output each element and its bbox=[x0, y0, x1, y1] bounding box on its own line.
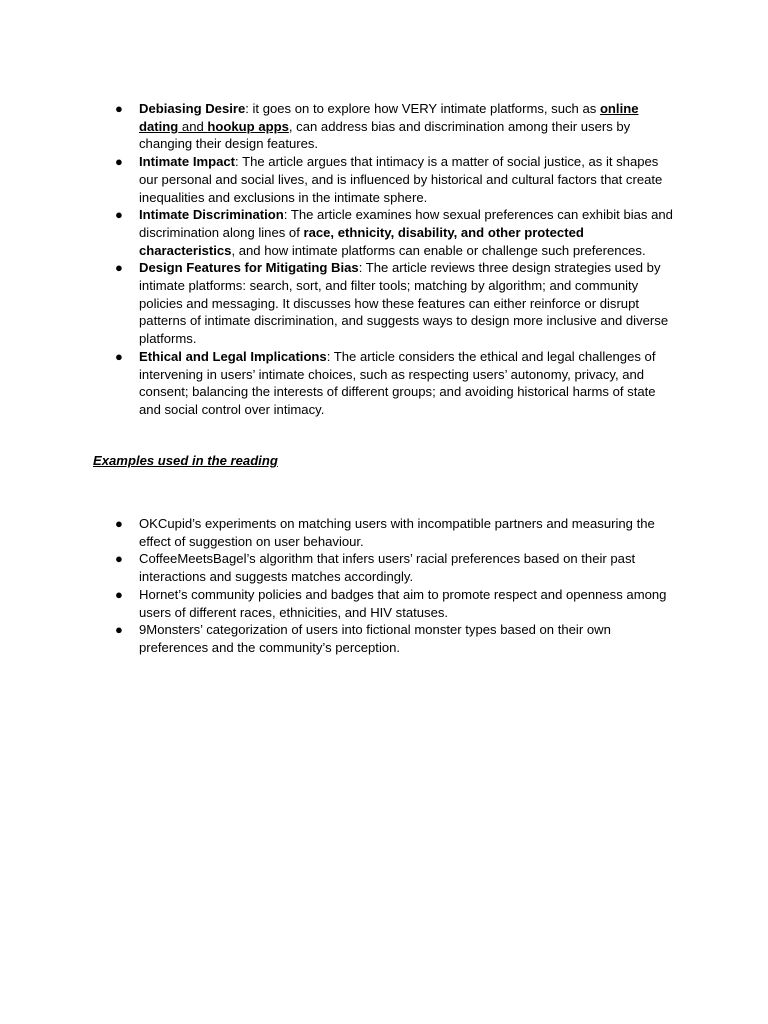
item-text: : The article reviews three design strategies used by intimate platforms: search, sort, and filter tools; matching by algorithm; and community policies and messaging. It discusses how these features can either reinforce or disrupt patterns of intimate discrimination, and suggests ways to design more inclusive and diverse platforms. bbox=[139, 260, 669, 347]
example-text: Hornet’s community policies and badges that aim to promote respect and openness among users of different races, ethnicities, and HIV statuses. bbox=[139, 586, 667, 620]
item-term: Design Features for Mitigating Bias bbox=[139, 260, 359, 276]
bullet-icon: ● bbox=[115, 260, 123, 276]
bullet-icon: ● bbox=[115, 516, 123, 531]
hookup-apps-link[interactable]: hookup apps bbox=[207, 118, 289, 134]
bullet-icon: ● bbox=[115, 622, 123, 638]
item-term: Intimate Discrimination bbox=[139, 207, 284, 223]
item-text: : The article considers the ethical and legal challenges of intervening in users’ intimate choices, such as respecting users’ autonomy, privacy, and consent; balancing the interests of different groups; and avoiding historical harms of state and social control over intimacy. bbox=[139, 348, 656, 417]
list-item bbox=[115, 206, 679, 259]
bullet-icon: ● bbox=[115, 207, 123, 223]
item-text: , can address bias and discrimination among their users by changing their design features. bbox=[139, 118, 631, 152]
item-text: : The article argues that intimacy is a matter of social justice, as it shapes our personal and social lives, and is influenced by historical and cultural factors that create inequalities and exclusions in the intimate sphere. bbox=[139, 154, 663, 205]
item-text-connector: and bbox=[178, 118, 208, 134]
item-emphasis: race, ethnicity, disability, and other protected characteristics bbox=[139, 224, 584, 258]
item-term: Debiasing Desire bbox=[139, 101, 246, 116]
list-item bbox=[115, 550, 679, 585]
bullet-icon: ● bbox=[115, 154, 123, 170]
bullet-icon: ● bbox=[115, 101, 123, 116]
examples-heading: Examples used in the reading bbox=[93, 453, 278, 468]
list-item bbox=[115, 153, 679, 206]
item-term: Ethical and Legal Implications bbox=[139, 348, 327, 364]
bullet-icon: ● bbox=[115, 551, 123, 567]
item-term: Intimate Impact bbox=[139, 154, 236, 170]
example-text: CoffeeMeetsBagel’s algorithm that infers users’ racial preferences based on their past interactions and suggests matches accordingly. bbox=[139, 551, 636, 585]
list-item bbox=[115, 515, 679, 550]
summary-bullet-list bbox=[115, 100, 679, 419]
examples-bullet-list bbox=[115, 515, 679, 657]
online-dating-link[interactable]: online dating bbox=[139, 101, 639, 134]
list-item bbox=[115, 586, 679, 621]
item-text: : it goes on to explore how VERY intimate platforms, such as bbox=[245, 101, 600, 116]
list-item bbox=[115, 100, 679, 153]
example-text: 9Monsters’ categorization of users into fictional monster types based on their own preferences and the community’s perception. bbox=[139, 622, 611, 655]
list-item bbox=[115, 259, 679, 348]
item-text: , and how intimate platforms can enable or challenge such preferences. bbox=[231, 242, 646, 258]
list-item bbox=[115, 621, 679, 656]
bullet-icon: ● bbox=[115, 348, 123, 364]
bullet-icon: ● bbox=[115, 586, 123, 602]
item-text: : The article examines how sexual preferences can exhibit bias and discrimination along lines of bbox=[139, 207, 673, 240]
list-item bbox=[115, 348, 679, 419]
example-text: OKCupid’s experiments on matching users with incompatible partners and measuring the effect of suggestion on user behaviour. bbox=[139, 516, 655, 549]
